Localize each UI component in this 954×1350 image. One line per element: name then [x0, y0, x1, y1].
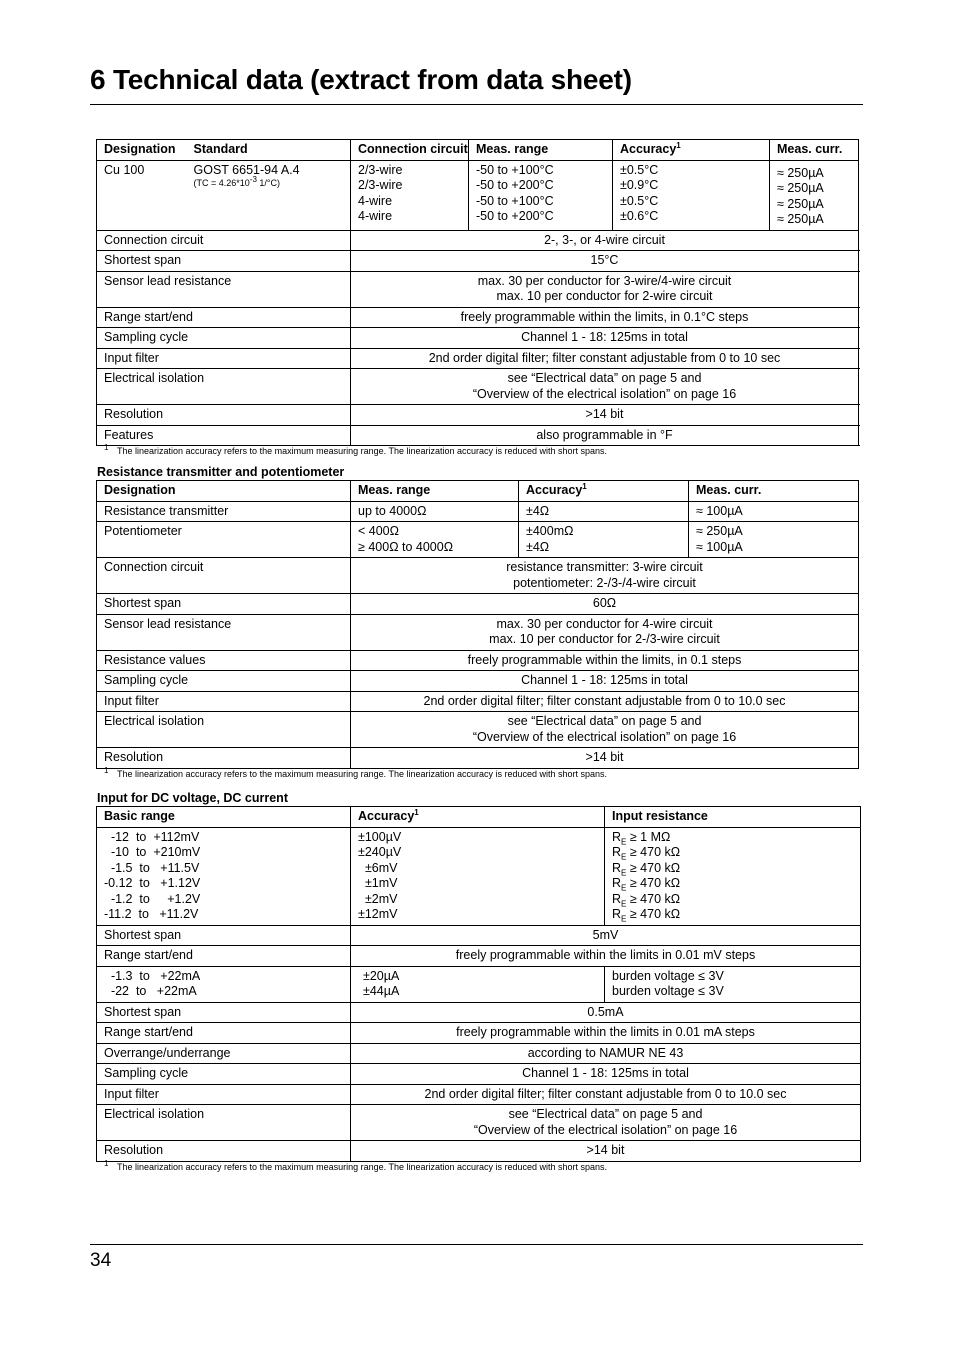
value-line: according to NAMUR NE 43 [527, 1045, 684, 1060]
footnote-text: The linearization accuracy refers to the maximum measuring range. The linearization accuracy is reduced with short spans. [117, 1162, 608, 1172]
spec-row [97, 348, 859, 369]
cu100-row [97, 160, 859, 230]
cu100-accuracies [613, 160, 770, 230]
resistance-data-row [97, 522, 859, 558]
cell-line: ≈ 250µA [777, 212, 824, 226]
resistance-line [612, 876, 853, 892]
spec-label: Input filter [97, 1084, 351, 1105]
value-line: see “Electrical data” on page 5 and [507, 371, 702, 385]
cell-line: ±4Ω [526, 503, 550, 518]
cell-line: -50 to +100°C [476, 193, 554, 208]
cell-line: ±20µA [363, 968, 400, 983]
tc-exponent: -3 [249, 175, 257, 184]
spec-row [97, 1064, 861, 1085]
spec-value [351, 691, 859, 712]
spec-label: Connection circuit [97, 558, 351, 594]
temp-coefficient [193, 175, 344, 189]
resistance-symbol: R [612, 845, 622, 859]
cu100-designation: Cu 100 [97, 160, 187, 230]
standard-name: GOST 6651-94 A.4 [193, 162, 300, 177]
cell-line: burden voltage ≤ 3V [612, 984, 724, 998]
cell-line: ≈ 250µA [696, 524, 743, 538]
col-range: Meas. range [351, 481, 519, 502]
section-dc-title: Input for DC voltage, DC current [97, 791, 288, 805]
spec-label: Input filter [97, 348, 351, 369]
cell-line: burden voltage ≤ 3V [612, 968, 724, 983]
accuracies-cell [519, 501, 689, 522]
cell-line: ±1mV [358, 876, 398, 890]
value-line: also programmable in °F [536, 427, 673, 442]
spec-label: Range start/end [97, 307, 351, 328]
value-line: 2nd order digital filter; filter constant adjustable from 0 to 10.0 sec [423, 693, 786, 708]
rtd-header-row [97, 140, 859, 161]
value-line: >14 bit [585, 750, 624, 764]
spec-row [97, 671, 859, 692]
footnote-mark: 1 [414, 807, 419, 817]
value-line: Channel 1 - 18: 125ms in total [521, 330, 688, 344]
footnote-text: The linearization accuracy refers to the maximum measuring range. The linearization accuracy is reduced with short spans. [117, 769, 608, 779]
cell-line: ±100µV [358, 829, 402, 844]
col-basic-range: Basic range [97, 807, 351, 828]
spec-value [351, 925, 861, 946]
cell-line: -1.3 to +22mA [104, 968, 201, 983]
page-title: 6 Technical data (extract from data sheet) [90, 64, 632, 95]
resistance-subscript: E [621, 868, 627, 877]
spec-value [351, 425, 859, 446]
accuracy-label: Accuracy [358, 809, 415, 823]
col-accuracy [613, 140, 770, 161]
value-line: 60Ω [592, 596, 617, 610]
col-designation: Designation [97, 140, 187, 161]
cu100-currents [770, 160, 859, 230]
cell-line: -50 to +100°C [476, 162, 554, 177]
designation-cell: Resistance transmitter [97, 501, 351, 522]
spec-label: Resolution [97, 1141, 351, 1162]
spec-value [351, 1023, 861, 1044]
spec-label: Range start/end [97, 946, 351, 967]
spec-row [97, 1002, 861, 1023]
resistance-symbol: R [612, 876, 622, 890]
voltage-ranges-row [97, 827, 861, 925]
spec-value [351, 946, 861, 967]
spec-label: Resolution [97, 405, 351, 426]
spec-label: Electrical isolation [97, 369, 351, 405]
cell-line: -10 to +210mV [104, 845, 201, 859]
cell-line: < 400Ω [358, 524, 399, 538]
spec-label: Resistance values [97, 650, 351, 671]
rtd-table [96, 139, 859, 446]
col-input-resistance: Input resistance [605, 807, 861, 828]
spec-label: Input filter [97, 691, 351, 712]
spec-row [97, 614, 859, 650]
col-connection: Connection circuit [351, 140, 469, 161]
spec-row [97, 307, 859, 328]
resistance-data-row [97, 501, 859, 522]
resistance-symbol: R [612, 860, 622, 875]
cell-line: up to 4000Ω [358, 503, 427, 518]
spec-row [97, 650, 859, 671]
spec-value [351, 405, 859, 426]
footer-rule [90, 1244, 863, 1245]
spec-value [351, 558, 859, 594]
spec-row [97, 1023, 861, 1044]
spec-label: Sensor lead resistance [97, 614, 351, 650]
spec-value [351, 614, 859, 650]
cell-line: ±2mV [358, 891, 398, 906]
col-accuracy [519, 481, 689, 502]
spec-row [97, 925, 861, 946]
value-line: see “Electrical data” on page 5 and [508, 1107, 703, 1121]
currents-cell [689, 522, 859, 558]
spec-value [351, 594, 859, 615]
currents-cell [689, 501, 859, 522]
spec-value [351, 348, 859, 369]
value-line: “Overview of the electrical isolation” on page 16 [472, 386, 737, 401]
spec-row [97, 1043, 861, 1064]
cell-line: -1.5 to +11.5V [104, 860, 200, 875]
spec-value [351, 1105, 861, 1141]
value-line: 5mV [592, 927, 619, 942]
cell-line: ≈ 250µA [777, 181, 824, 195]
cell-line: ±0.9°C [620, 178, 659, 192]
spec-value [351, 1141, 861, 1162]
accuracy-label: Accuracy [526, 483, 583, 497]
value-line: max. 30 per conductor for 3-wire/4-wire circuit [477, 273, 732, 288]
spec-label: Features [97, 425, 351, 446]
current-ranges-row [97, 966, 861, 1002]
value-line: 2nd order digital filter; filter constant adjustable from 0 to 10.0 sec [424, 1086, 787, 1101]
col-current: Meas. curr. [770, 140, 859, 161]
spec-row [97, 251, 859, 272]
resistance-header-row [97, 481, 859, 502]
footnote-text: The linearization accuracy refers to the maximum measuring range. The linearization accuracy is reduced with short spans. [117, 446, 608, 456]
cell-line: 2/3-wire [358, 178, 403, 192]
spec-row [97, 328, 859, 349]
resistance-subscript: E [621, 883, 627, 893]
spec-row [97, 369, 859, 405]
col-standard: Standard [187, 140, 351, 161]
spec-row [97, 230, 859, 251]
value-line: freely programmable within the limits in 0.01 mA steps [456, 1025, 755, 1039]
spec-label: Shortest span [97, 925, 351, 946]
voltage-resistances [605, 827, 861, 925]
cell-line: -11.2 to +11.2V [104, 907, 199, 921]
spec-value [351, 271, 859, 307]
cell-line: ±12mV [358, 907, 398, 921]
col-designation: Designation [97, 481, 351, 502]
cell-line: -50 to +200°C [476, 178, 554, 192]
cell-line: 4-wire [358, 193, 393, 208]
footnote-number: 1 [104, 1159, 109, 1168]
spec-row [97, 1141, 861, 1162]
header-rule [90, 104, 863, 105]
footnote-number: 1 [104, 766, 109, 775]
voltage-accuracies [351, 827, 605, 925]
footnote-number: 1 [104, 443, 109, 452]
value-line: potentiometer: 2-/3-/4-wire circuit [513, 575, 696, 590]
value-line: “Overview of the electrical isolation” on page 16 [472, 729, 737, 744]
spec-label: Sensor lead resistance [97, 271, 351, 307]
resistance-symbol: R [612, 907, 622, 921]
spec-value [351, 328, 859, 349]
spec-row [97, 405, 859, 426]
spec-value [351, 369, 859, 405]
tc-base: (TC = 4.26*10 [193, 178, 250, 188]
spec-label: Overrange/underrange [97, 1043, 351, 1064]
spec-value [351, 1084, 861, 1105]
spec-row [97, 1084, 861, 1105]
spec-row [97, 558, 859, 594]
value-line: max. 10 per conductor for 2-/3-wire circuit [489, 632, 720, 646]
value-line: >14 bit [586, 1143, 625, 1157]
spec-value [351, 671, 859, 692]
cell-line: -1.2 to +1.2V [104, 891, 201, 906]
resistance-value: ≥ 470 kΩ [626, 876, 681, 890]
value-line: Channel 1 - 18: 125ms in total [521, 673, 688, 687]
resistance-table [96, 480, 859, 769]
cell-line: -22 to +22mA [104, 984, 197, 998]
value-line: freely programmable within the limits, in 0.1 steps [467, 652, 742, 667]
spec-label: Shortest span [97, 1002, 351, 1023]
cell-line: -50 to +200°C [476, 209, 554, 223]
value-line: 2-, 3-, or 4-wire circuit [544, 232, 665, 247]
spec-label: Resolution [97, 748, 351, 769]
page-number: 34 [90, 1250, 112, 1271]
ranges-cell [351, 522, 519, 558]
cell-line: ±44µA [363, 984, 400, 998]
dc-header-row [97, 807, 861, 828]
accuracies-cell [519, 522, 689, 558]
spec-label: Connection circuit [97, 230, 351, 251]
resistance-line [612, 892, 853, 908]
cell-line: ±0.5°C [620, 162, 659, 177]
spec-value [351, 1043, 861, 1064]
resistance-subscript: E [621, 914, 627, 924]
value-line: max. 30 per conductor for 4-wire circuit [496, 616, 713, 631]
value-line: 0.5mA [587, 1004, 624, 1019]
value-line: see “Electrical data” on page 5 and [507, 714, 702, 728]
current-accuracies [351, 966, 605, 1002]
resistance-line [612, 845, 853, 861]
value-line: Channel 1 - 18: 125ms in total [522, 1066, 689, 1080]
spec-label: Electrical isolation [97, 1105, 351, 1141]
cell-line: ≈ 100µA [696, 539, 743, 554]
spec-row [97, 1105, 861, 1141]
spec-label: Sampling cycle [97, 1064, 351, 1085]
spec-value [351, 230, 859, 251]
spec-label: Sampling cycle [97, 671, 351, 692]
cell-line: ±0.5°C [620, 193, 659, 208]
spec-row [97, 691, 859, 712]
cell-line: ±240µV [358, 845, 402, 859]
ranges-cell [351, 501, 519, 522]
value-line: max. 10 per conductor for 2-wire circuit [496, 289, 713, 303]
resistance-value: ≥ 1 MΩ [626, 829, 671, 844]
spec-value [351, 307, 859, 328]
section-resistance-title: Resistance transmitter and potentiometer [97, 465, 345, 479]
cell-line: 4-wire [358, 209, 393, 223]
resistance-line [612, 861, 853, 877]
spec-value [351, 1064, 861, 1085]
resistance-subscript: E [621, 852, 627, 862]
resistance-value: ≥ 470 kΩ [626, 860, 681, 875]
spec-row [97, 712, 859, 748]
cell-line: ±400mΩ [526, 524, 574, 538]
cell-line: ±6mV [358, 860, 398, 875]
cell-line: ≈ 100µA [696, 503, 743, 518]
spec-row [97, 425, 859, 446]
resistance-line [612, 830, 853, 846]
col-accuracy [351, 807, 605, 828]
cell-line: -0.12 to +1.12V [104, 876, 201, 890]
current-ranges [97, 966, 351, 1002]
resistance-subscript: E [621, 837, 627, 846]
resistance-symbol: R [612, 891, 622, 906]
spec-row [97, 946, 861, 967]
value-line: >14 bit [585, 407, 624, 421]
resistance-symbol: R [612, 829, 622, 844]
resistance-line [612, 907, 853, 923]
cell-line: ±4Ω [526, 539, 550, 554]
tc-unit: 1/°C) [256, 178, 281, 188]
designation-cell: Potentiometer [97, 522, 351, 558]
spec-value [351, 712, 859, 748]
resistance-value: ≥ 470 kΩ [626, 845, 681, 859]
accuracy-label: Accuracy [620, 142, 677, 156]
cu100-standard [187, 160, 351, 230]
current-resistances [605, 966, 861, 1002]
spec-label: Shortest span [97, 251, 351, 272]
value-line: 2nd order digital filter; filter constant adjustable from 0 to 10 sec [428, 350, 781, 365]
spec-row [97, 594, 859, 615]
cell-line: ±0.6°C [620, 209, 659, 223]
spec-label: Electrical isolation [97, 712, 351, 748]
cell-line: 2/3-wire [358, 162, 403, 177]
cell-line: ≈ 250µA [777, 196, 824, 211]
voltage-ranges [97, 827, 351, 925]
footnote-mark: 1 [582, 481, 587, 491]
spec-row [97, 748, 859, 769]
spec-label: Sampling cycle [97, 328, 351, 349]
resistance-value: ≥ 470 kΩ [626, 907, 681, 921]
col-range: Meas. range [469, 140, 613, 161]
value-line: freely programmable within the limits, in 0.1°C steps [460, 309, 749, 324]
dc-input-table [96, 806, 861, 1162]
spec-label: Shortest span [97, 594, 351, 615]
cu100-ranges [469, 160, 613, 230]
spec-value [351, 748, 859, 769]
spec-value [351, 251, 859, 272]
value-line: 15°C [590, 253, 619, 267]
value-line: “Overview of the electrical isolation” on page 16 [473, 1122, 738, 1137]
cell-line: -12 to +112mV [104, 829, 200, 844]
spec-label: Range start/end [97, 1023, 351, 1044]
value-line: resistance transmitter: 3-wire circuit [506, 560, 703, 574]
spec-value [351, 1002, 861, 1023]
cell-line: ≈ 250µA [777, 165, 824, 180]
resistance-subscript: E [621, 899, 627, 908]
col-current: Meas. curr. [689, 481, 859, 502]
spec-row [97, 271, 859, 307]
footnote-mark: 1 [676, 140, 681, 150]
resistance-value: ≥ 470 kΩ [626, 891, 681, 906]
value-line: freely programmable within the limits in 0.01 mV steps [455, 948, 756, 962]
cell-line: ≥ 400Ω to 4000Ω [358, 539, 454, 554]
spec-value [351, 650, 859, 671]
cu100-connections [351, 160, 469, 230]
